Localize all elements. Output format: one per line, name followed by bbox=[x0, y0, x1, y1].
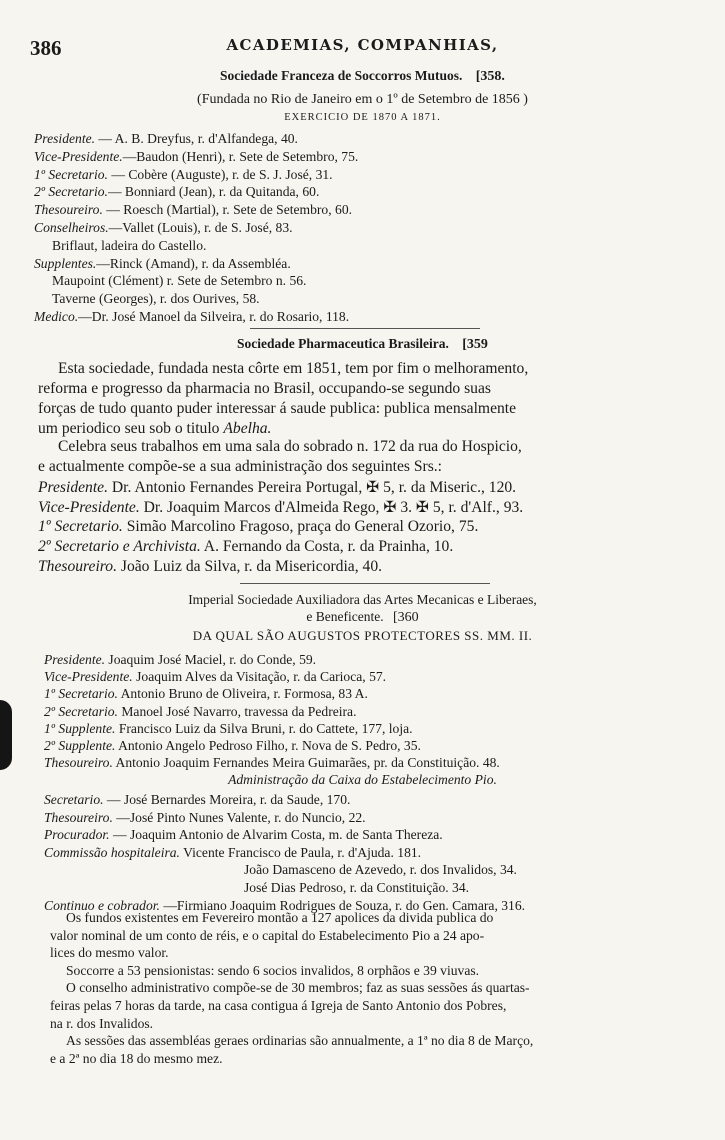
officer-entry: Dr. Joaquim Marcos d'Almeida Rego, ✠ 3. ✠ 5, r. d'Alf., 93. bbox=[139, 499, 524, 516]
officer-line bbox=[34, 309, 349, 325]
officer-role: Vice-Presidente. bbox=[34, 148, 123, 164]
officer-role: Continuo e cobrador. bbox=[44, 897, 160, 913]
officer-role: 2º Secretario. bbox=[34, 184, 108, 200]
officer-role: Vice-Presidente. bbox=[44, 669, 133, 685]
officer-role: 1º Supplente. bbox=[44, 720, 116, 736]
caixa-title: Administração da Caixa do Estabelecimento Pio. bbox=[228, 772, 497, 787]
paragraph-text: feiras pelas 7 horas da tarde, na casa contigua á Igreja de Santo Antonio dos Pobres, bbox=[50, 998, 507, 1013]
paragraph-text: Soccorre a 53 pensionistas: sendo 6 socios invalidos, 8 orphãos e 39 viuvas. bbox=[66, 962, 480, 978]
closing-paragraph-line bbox=[66, 963, 479, 979]
officer-entry: Antonio Bruno de Oliveira, r. Formosa, 83 A. bbox=[117, 686, 368, 702]
officer-line bbox=[44, 652, 316, 668]
section-number: [358. bbox=[475, 69, 505, 84]
paragraph-line bbox=[58, 360, 528, 378]
closing-paragraph-line bbox=[50, 998, 506, 1014]
officer-role: Thesoureiro. bbox=[44, 755, 113, 771]
officer-entry: João Luiz da Silva, r. da Misericordia, 40. bbox=[116, 558, 383, 575]
officer-entry: Joaquim José Maciel, r. do Conde, 59. bbox=[105, 652, 317, 667]
section-360-protectors: DA QUAL SÃO AUGUSTOS PROTECTORES SS. MM. II. bbox=[192, 628, 533, 643]
officer-entry: —Firmiano Joaquim Rodrigues de Souza, r. do Gen. Camara, 316. bbox=[159, 897, 526, 913]
officer-entry: —Vallet (Louis), r. de S. José, 83. bbox=[108, 220, 293, 235]
closing-paragraph-line bbox=[66, 980, 530, 996]
officer-line bbox=[44, 721, 413, 737]
section-number: [359 bbox=[462, 337, 488, 352]
closing-paragraph-line bbox=[50, 1016, 153, 1032]
officer-line bbox=[34, 256, 291, 272]
officer-entry: Vicente Francisco de Paula, r. d'Ajuda. 181. bbox=[179, 844, 422, 860]
officer-line bbox=[52, 273, 306, 289]
officer-role: Secretario. bbox=[44, 792, 104, 807]
officer-role: Conselheiros. bbox=[34, 220, 109, 235]
officer-line bbox=[34, 131, 298, 147]
officer-line bbox=[44, 827, 443, 843]
closing-paragraph-line bbox=[66, 910, 493, 926]
officer-role: Thesoureiro. bbox=[44, 809, 113, 825]
officer-line bbox=[52, 238, 206, 254]
officer-role: Medico. bbox=[34, 309, 79, 324]
section-358-founded: (Fundada no Rio de Janeiro em o 1º de Setembro de 1856 ) bbox=[197, 92, 528, 107]
officer-entry: — Roesch (Martial), r. Sete de Setembro, 60. bbox=[102, 202, 353, 218]
closing-paragraph-line bbox=[66, 1033, 533, 1049]
paragraph-line bbox=[38, 420, 271, 438]
officer-line bbox=[34, 184, 319, 200]
section-359-title: Sociedade Pharmaceutica Brasileira. [359 bbox=[237, 336, 488, 352]
section-divider bbox=[240, 583, 490, 584]
officer-entry: A. Fernando da Costa, r. da Prainha, 10. bbox=[200, 538, 454, 555]
officer-entry: — A. B. Dreyfus, r. d'Alfandega, 40. bbox=[95, 131, 298, 146]
officer-entry: João Damasceno de Azevedo, r. dos Invalidos, 34. bbox=[244, 862, 517, 878]
paragraph-line bbox=[38, 400, 516, 418]
paragraph-text: Os fundos existentes em Fevereiro montão a 127 apolices da divida publica do bbox=[66, 910, 494, 925]
officer-role: Supplentes. bbox=[34, 255, 97, 271]
officer-line bbox=[44, 845, 421, 861]
officer-line bbox=[38, 478, 516, 497]
officer-entry: Dr. Antonio Fernandes Pereira Portugal, ✠ 5, r. da Miseric., 120. bbox=[108, 479, 517, 496]
section-358-exercise: EXERCICIO DE 1870 A 1871. bbox=[284, 112, 441, 123]
paragraph-text: Esta sociedade, fundada nesta côrte em 1851, tem por fim o melhoramento, bbox=[58, 360, 529, 377]
officer-role: 2º Supplente. bbox=[44, 738, 116, 753]
officer-role: Presidente. bbox=[34, 131, 96, 146]
officer-role: Presidente. bbox=[44, 652, 106, 667]
paragraph-text: reforma e progresso da pharmacia no Brasil, occupando-se segundo suas bbox=[38, 380, 491, 397]
officer-entry: — Joaquim Antonio de Alvarim Costa, m. de Santa Thereza. bbox=[109, 827, 443, 843]
paragraph-text: lices do mesmo valor. bbox=[50, 945, 169, 961]
officer-entry: Simão Marcolino Fragoso, praça do General Ozorio, 75. bbox=[122, 518, 479, 535]
officer-line bbox=[38, 498, 523, 517]
page-number: 386 bbox=[30, 36, 62, 60]
officer-entry: José Dias Pedroso, r. da Constituição. 34. bbox=[244, 880, 470, 895]
paragraph-text: valor nominal de um conto de réis, e o capital do Estabelecimento Pio a 24 apo- bbox=[50, 927, 485, 943]
officer-role: Thesoureiro. bbox=[38, 558, 117, 575]
section-divider bbox=[250, 328, 480, 329]
officer-role: 2º Secretario. bbox=[44, 703, 118, 719]
page-header bbox=[28, 36, 697, 62]
officer-line bbox=[44, 704, 357, 720]
officer-entry: Antonio Angelo Pedroso Filho, r. Nova de S. Pedro, 35. bbox=[115, 738, 421, 753]
closing-paragraph-line bbox=[50, 1051, 223, 1067]
paragraph-text: forças de tudo quanto puder interessar á saude publica: publica mensalmente bbox=[38, 400, 517, 417]
officer-line bbox=[34, 167, 333, 183]
officer-entry: Briflaut, ladeira do Castello. bbox=[52, 237, 207, 253]
officer-role: 1º Secretario. bbox=[44, 686, 118, 702]
officer-line bbox=[38, 538, 453, 556]
officer-role: Commissão hospitaleira. bbox=[44, 844, 180, 860]
officer-role: Vice-Presidente. bbox=[38, 499, 140, 516]
officer-entry: — José Bernardes Moreira, r. da Saude, 170. bbox=[103, 792, 351, 807]
paragraph-text: e a 2ª no dia 18 do mesmo mez. bbox=[50, 1050, 223, 1066]
section-number: [360 bbox=[392, 610, 419, 625]
officer-line bbox=[244, 862, 517, 878]
officer-role: Presidente. bbox=[38, 479, 109, 496]
paragraph-text: O conselho administrativo compõe-se de 30 membros; faz as suas sessões ás quartas- bbox=[66, 980, 530, 996]
officer-line bbox=[52, 291, 260, 307]
officer-line bbox=[34, 202, 352, 218]
officer-entry: — Cobère (Auguste), r. de S. J. José, 31. bbox=[107, 166, 333, 182]
officer-entry: Antonio Joaquim Fernandes Meira Guimarães, pr. da Constituição. 48. bbox=[112, 755, 500, 771]
officer-line bbox=[38, 558, 382, 576]
officer-entry: Francisco Luiz da Silva Bruni, r. do Cattete, 177, loja. bbox=[115, 720, 413, 736]
officer-line bbox=[34, 220, 293, 236]
periodical-title: Abelha. bbox=[223, 420, 272, 437]
officer-line bbox=[44, 810, 366, 826]
officer-role: Procurador. bbox=[44, 827, 110, 843]
paragraph-text: e actualmente compõe-se a sua administração dos seguintes Srs.: bbox=[38, 458, 443, 475]
closing-paragraph-line bbox=[50, 945, 169, 961]
officer-line bbox=[34, 149, 358, 165]
officer-entry: —Rinck (Amand), r. da Assembléa. bbox=[96, 255, 291, 271]
paragraph-line bbox=[38, 458, 442, 476]
officer-line bbox=[44, 755, 500, 771]
officer-entry: — Bonniard (Jean), r. da Quitanda, 60. bbox=[107, 184, 320, 200]
officer-entry: —José Pinto Nunes Valente, r. do Nuncio, 22. bbox=[112, 809, 366, 825]
officer-line bbox=[44, 669, 386, 685]
officer-entry: Taverne (Georges), r. dos Ourives, 58. bbox=[52, 291, 260, 307]
officer-role: 1º Secretario. bbox=[38, 518, 123, 535]
officer-entry: Manoel José Navarro, travessa da Pedreira. bbox=[117, 703, 357, 719]
officer-line bbox=[44, 792, 350, 808]
officer-entry: Maupoint (Clément) r. Sete de Setembro n. 56. bbox=[52, 273, 307, 289]
officer-line bbox=[244, 880, 469, 896]
officer-line bbox=[44, 686, 368, 702]
officer-role: Thesoureiro. bbox=[34, 202, 103, 218]
paragraph-text: Celebra seus trabalhos em uma sala do sobrado n. 172 da rua do Hospicio, bbox=[58, 438, 522, 455]
paragraph-text: na r. dos Invalidos. bbox=[50, 1015, 154, 1031]
scan-edge-mark bbox=[0, 700, 12, 770]
section-360-title-line2: e Beneficente. [360 bbox=[306, 609, 419, 625]
officer-entry: —Dr. José Manoel da Silveira, r. do Rosario, 118. bbox=[78, 309, 350, 324]
officer-line bbox=[44, 738, 421, 754]
paragraph-line bbox=[38, 380, 491, 398]
section-358-title: Sociedade Franceza de Soccorros Mutuos. [358. bbox=[220, 68, 505, 84]
officer-role: 1º Secretario. bbox=[34, 166, 108, 182]
running-head: ACADEMIAS, COMPANHIAS, bbox=[226, 36, 499, 54]
officer-line bbox=[38, 518, 478, 536]
paragraph-text: As sessões das assembléas geraes ordinarias são annualmente, a 1ª no dia 8 de Março, bbox=[66, 1033, 534, 1049]
paragraph-line bbox=[58, 438, 522, 456]
paragraph-text: um periodico seu sob o titulo bbox=[38, 420, 224, 437]
officer-role: 2º Secretario e Archivista. bbox=[38, 538, 201, 555]
officer-entry: Joaquim Alves da Visitação, r. da Carioca, 57. bbox=[132, 669, 387, 685]
officer-entry: —Baudon (Henri), r. Sete de Setembro, 75. bbox=[122, 148, 359, 164]
closing-paragraph-line bbox=[50, 928, 484, 944]
section-360-title-line1: Imperial Sociedade Auxiliadora das Artes Mecanicas e Liberaes, bbox=[188, 592, 537, 607]
